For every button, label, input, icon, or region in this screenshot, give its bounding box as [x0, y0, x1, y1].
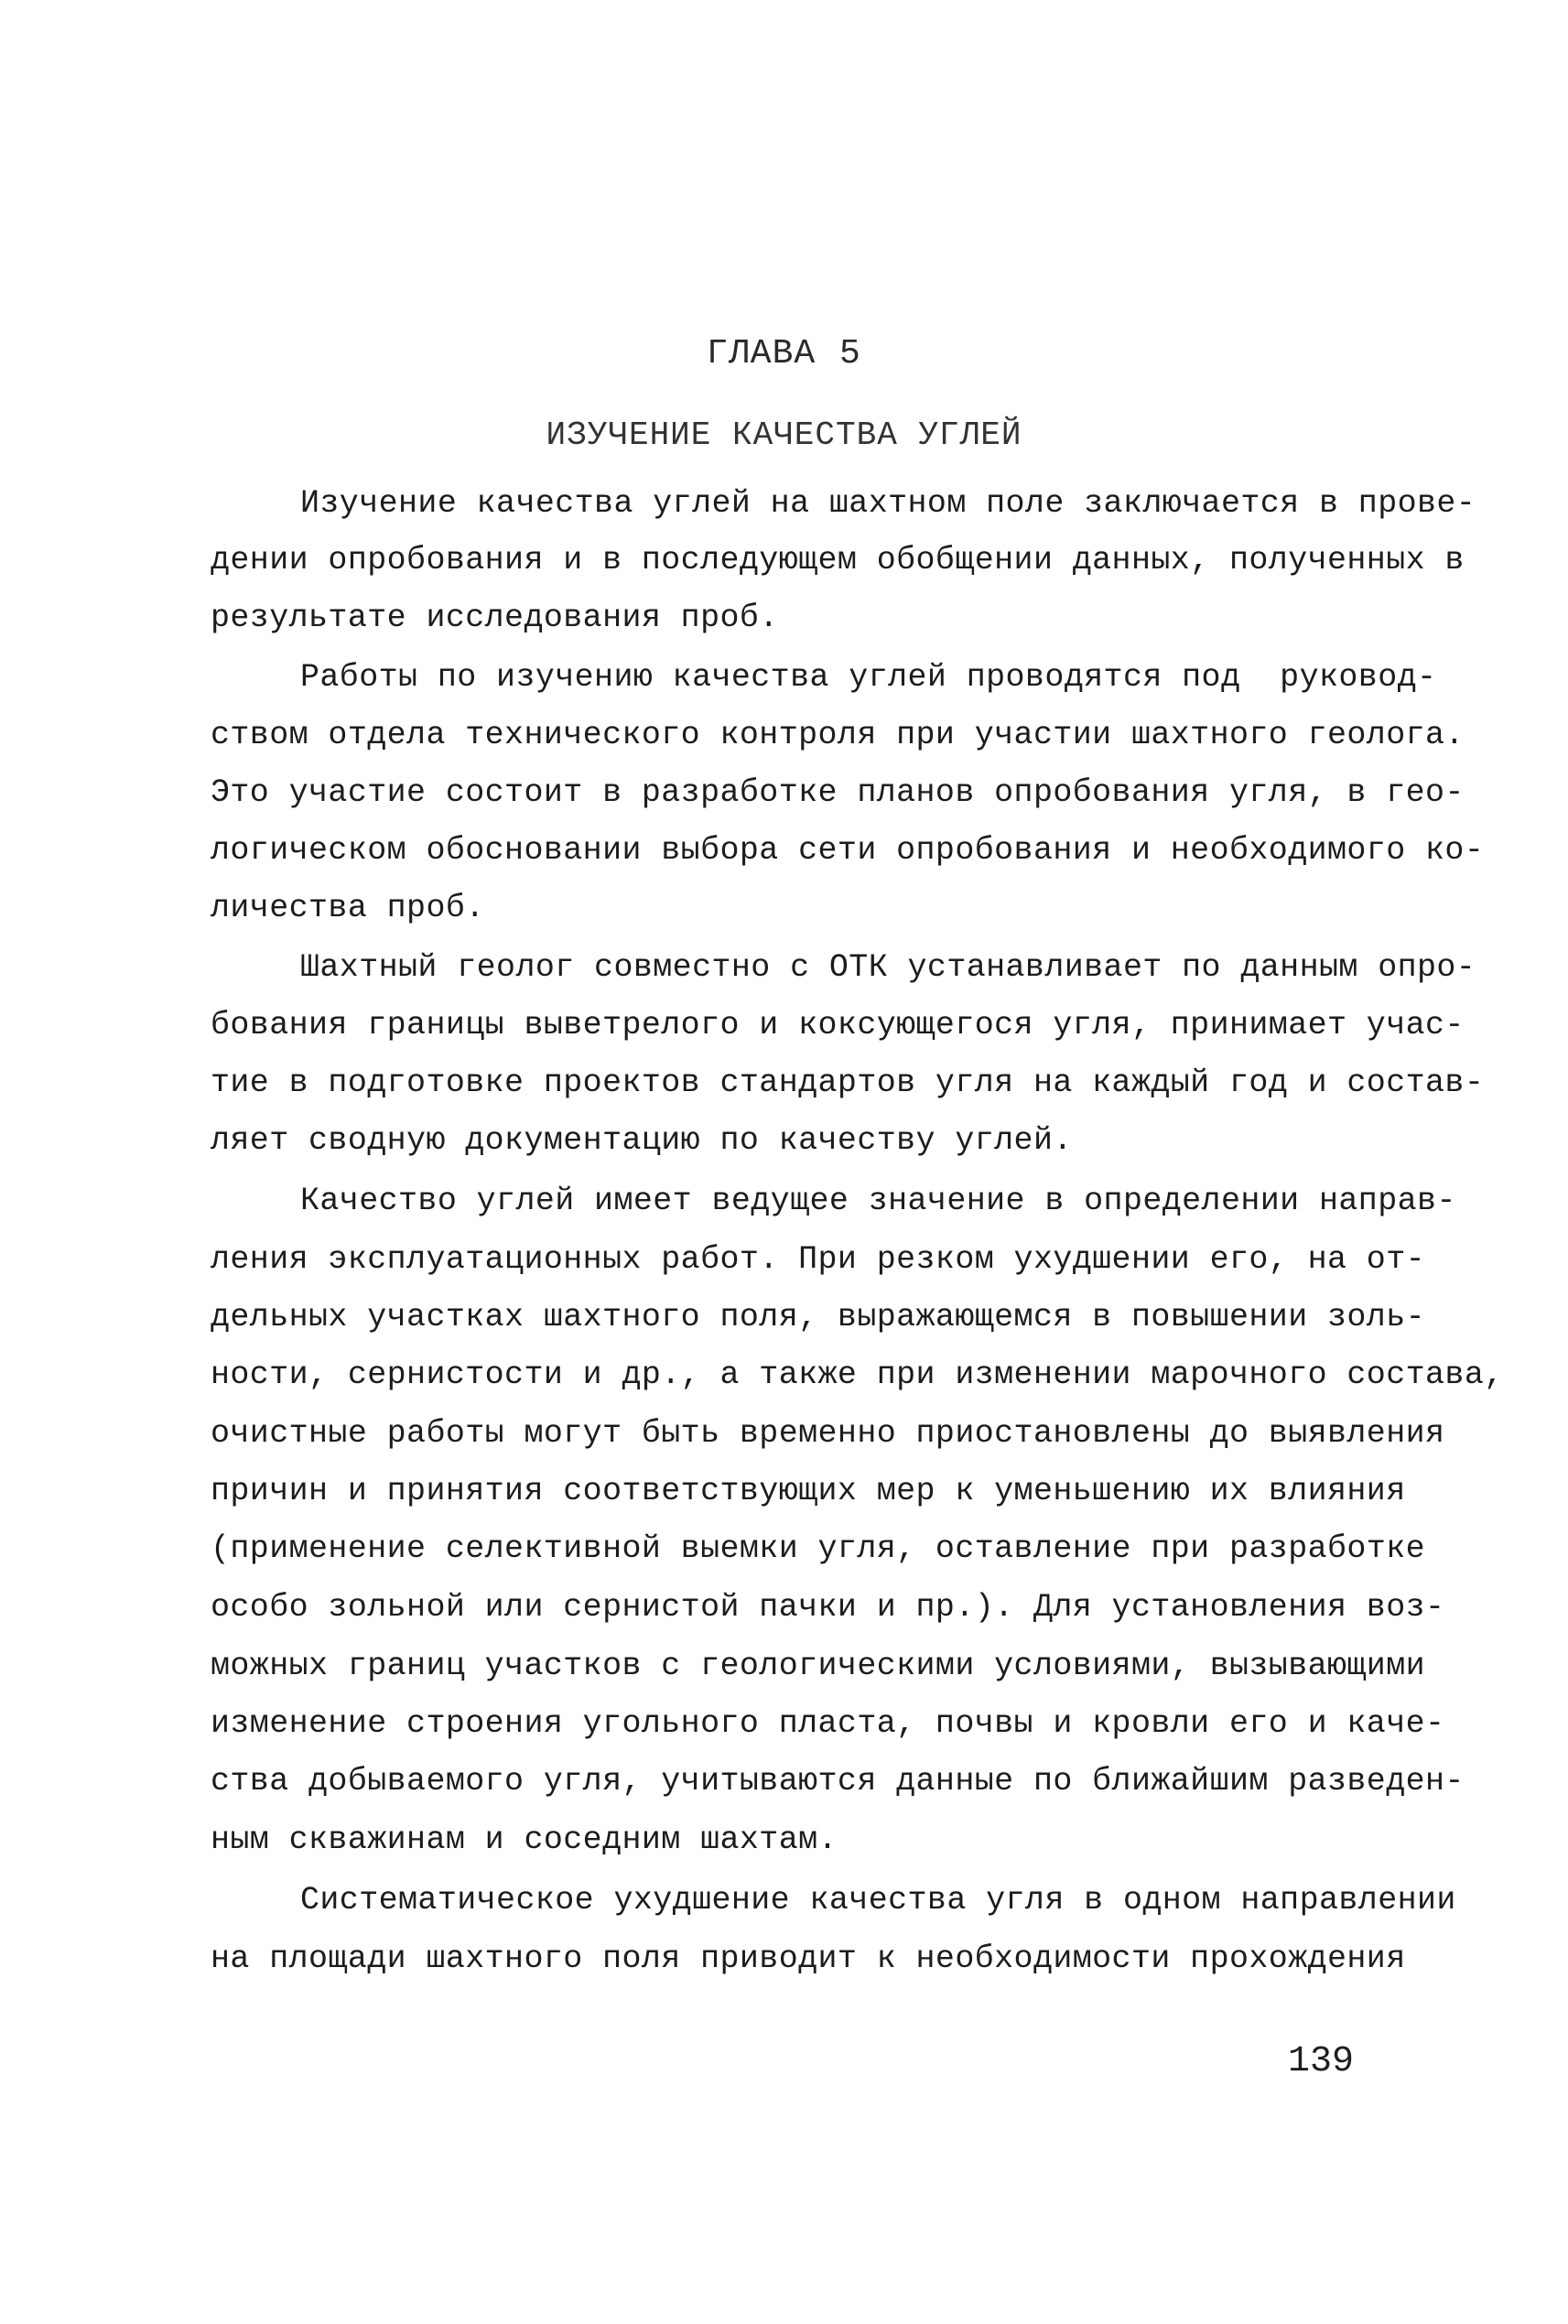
paragraph-2-line-4: логическом обосновании выбора сети опробования и необходимого ко- [211, 832, 1485, 869]
chapter-label: ГЛАВА [707, 334, 816, 373]
paragraph-4-line-7: (применение селективной выемки угля, оставление при разработке [211, 1530, 1426, 1567]
paragraph-3-line-2: бования границы выветрелого и коксующегося угля, принимает учас- [211, 1007, 1465, 1043]
paragraph-2-line-2: ством отдела технического контроля при участии шахтного геолога. [211, 717, 1465, 753]
paragraph-2-line-1: Работы по изучению качества углей проводятся под руковод- [300, 659, 1437, 696]
paragraph-3-line-1: Шахтный геолог совместно с ОТК устанавливает по данным опро- [300, 949, 1476, 986]
chapter-title: ИЗУЧЕНИЕ КАЧЕСТВА УГЛЕЙ [546, 416, 1022, 454]
paragraph-2-line-3: Это участие состоит в разработке планов опробования угля, в гео- [211, 774, 1465, 811]
paragraph-1-line-3: результате исследования проб. [211, 600, 779, 636]
paragraph-3-line-3: тие в подготовке проектов стандартов угля на каждый год и состав- [211, 1065, 1485, 1101]
chapter-number: 5 [839, 334, 861, 373]
paragraph-4-line-6: причин и принятия соответствующих мер к уменьшению их влияния [211, 1473, 1406, 1509]
page-number: 139 [1288, 2041, 1355, 2082]
paragraph-4-line-9: можных границ участков с геологическими условиями, вызывающими [211, 1648, 1426, 1684]
paragraph-4-line-4: ности, сернистости и др., а также при изменении марочного состава, [211, 1357, 1504, 1393]
paragraph-4-line-2: ления эксплуатационных работ. При резком ухудшении его, на от- [211, 1241, 1426, 1278]
paragraph-4-line-5: очистные работы могут быть временно приостановлены до выявления [211, 1415, 1445, 1452]
paragraph-2-line-5: личества проб. [211, 890, 485, 926]
paragraph-3-line-4: ляет сводную документацию по качеству углей. [211, 1122, 1073, 1159]
paragraph-4-line-11: ства добываемого угля, учитываются данные по ближайшим разведен- [211, 1763, 1465, 1800]
paragraph-4-line-1: Качество углей имеет ведущее значение в определении направ- [300, 1183, 1456, 1219]
paragraph-5-line-1: Систематическое ухудшение качества угля в одном направлении [300, 1882, 1456, 1919]
paragraph-4-line-10: изменение строения угольного пласта, почвы и кровли его и каче- [211, 1705, 1445, 1742]
paragraph-5-line-2: на площади шахтного поля приводит к необходимости прохождения [211, 1940, 1406, 1977]
paragraph-1-line-2: дении опробования и в последующем обобщении данных, полученных в [211, 542, 1465, 578]
paragraph-4-line-8: особо зольной или сернистой пачки и пр.). Для установления воз- [211, 1589, 1445, 1626]
paragraph-4-line-12: ным скважинам и соседним шахтам. [211, 1821, 838, 1858]
paragraph-4-line-3: дельных участках шахтного поля, выражающемся в повышении золь- [211, 1299, 1426, 1335]
chapter-heading [0, 334, 1568, 373]
paragraph-1-line-1: Изучение качества углей на шахтном поле заключается в прове- [300, 485, 1476, 522]
